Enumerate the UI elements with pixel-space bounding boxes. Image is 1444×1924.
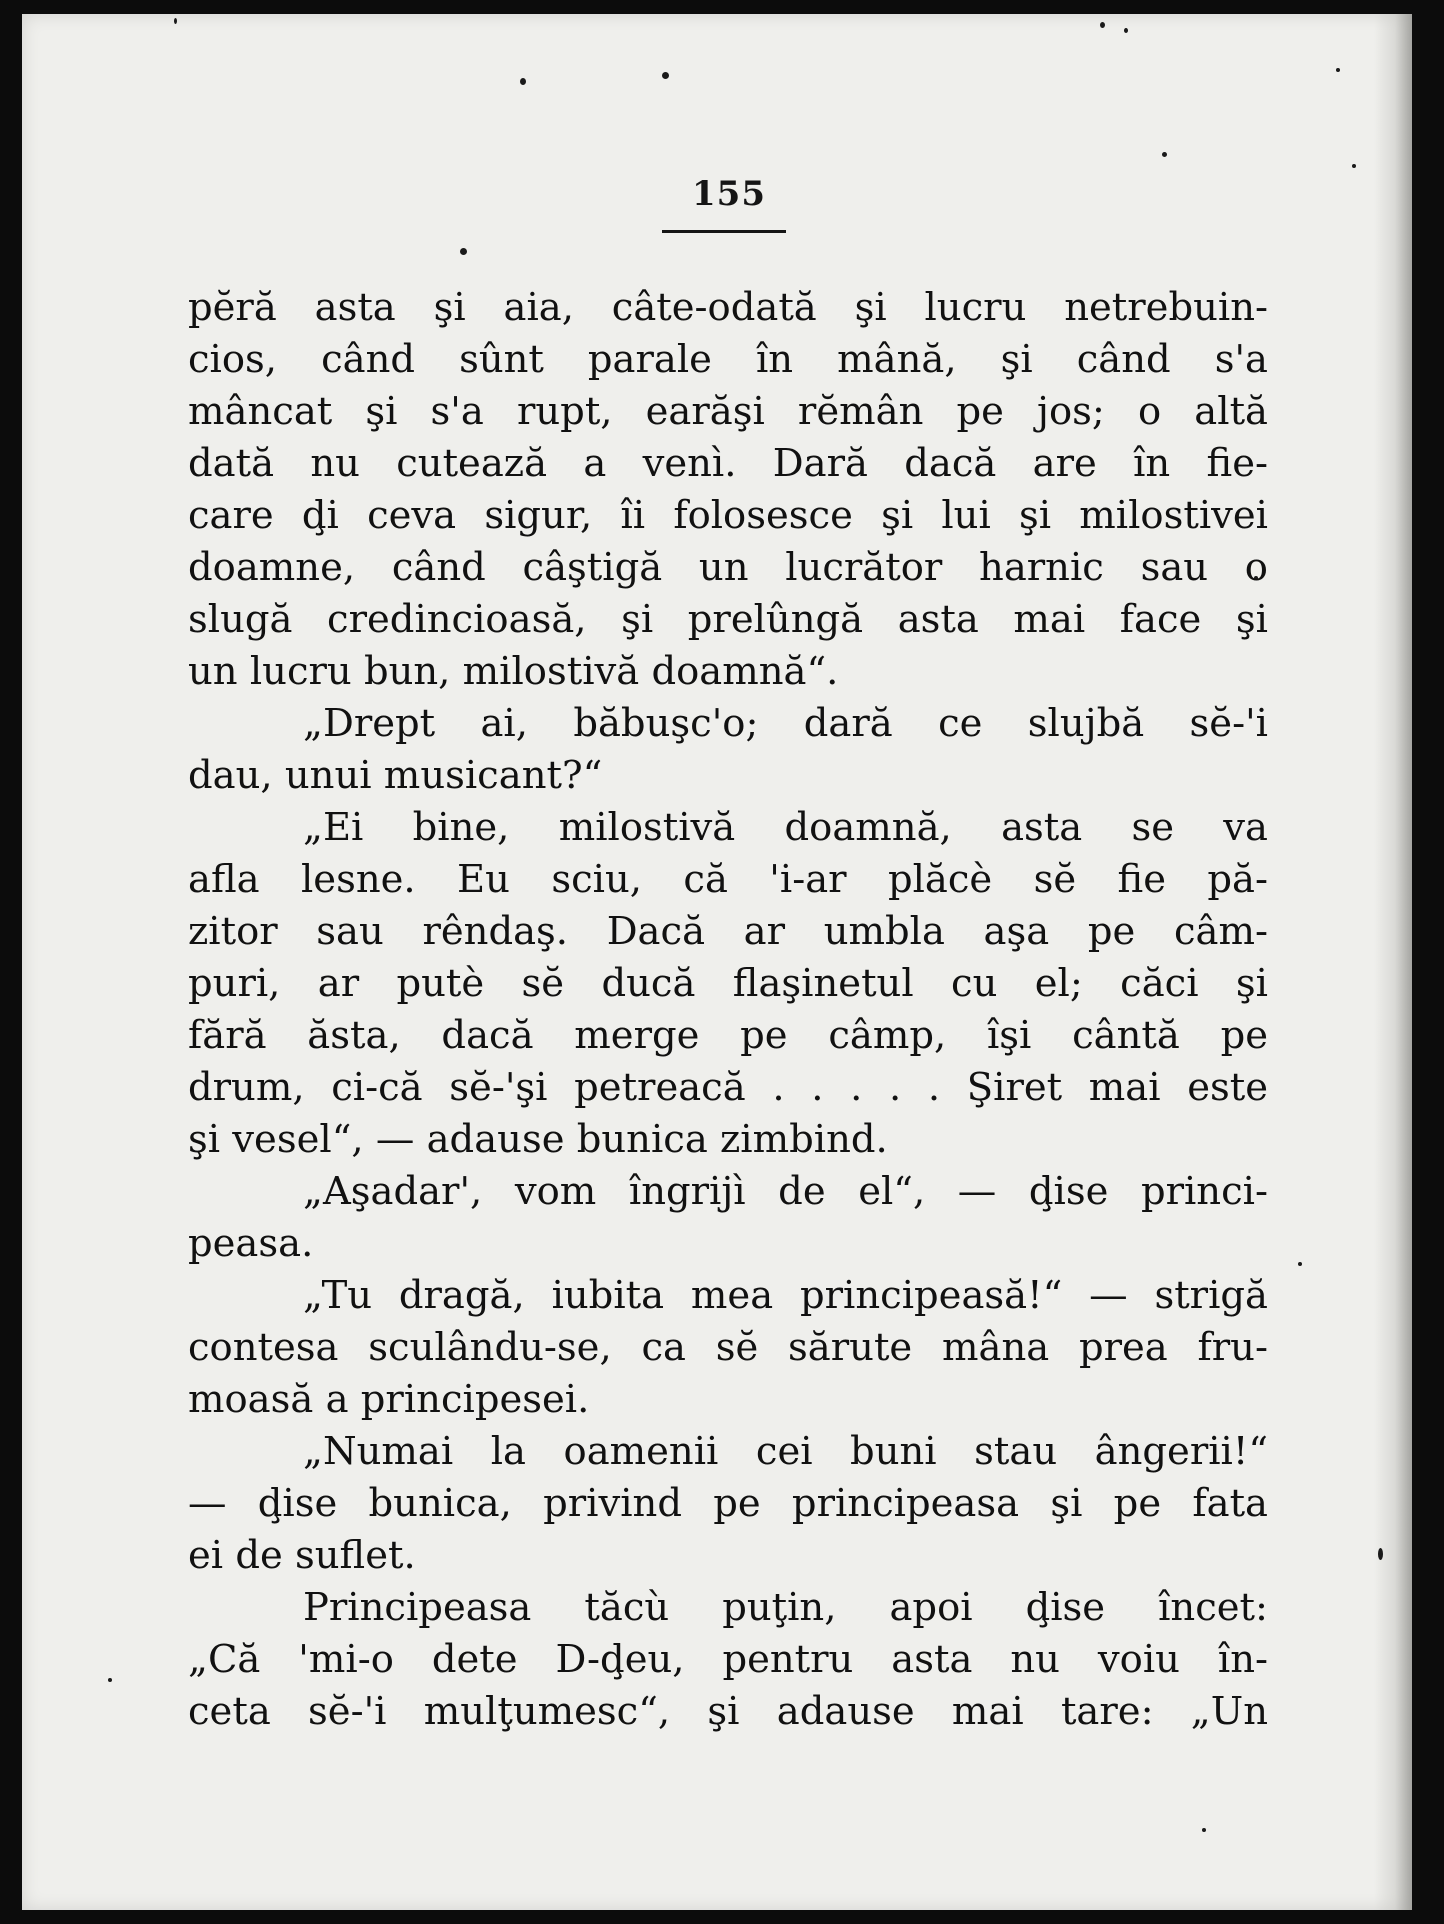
body-text [188, 282, 1268, 1738]
scan-speck [1202, 1828, 1206, 1832]
text-line: puri, ar putè sĕ ducă flaşinetul cu el; căci şi [188, 961, 1268, 1006]
text-line: dau, unui musicant?“ [188, 753, 603, 798]
scan-speck [1124, 28, 1128, 33]
page-number: 155 [692, 174, 766, 214]
scan-speck [520, 78, 526, 85]
text-line: care ḑi ceva sigur, îi folosesce şi lui şi milostivei [188, 493, 1268, 538]
text-line: zitor sau rêndaş. Dacă ar umbla aşa pe câm- [188, 909, 1268, 954]
book-page [22, 14, 1412, 1910]
page-edge-shadow [1374, 14, 1412, 1910]
scan-speck [1352, 164, 1356, 168]
text-line: afla lesne. Eu sciu, că 'i-ar plăcè sĕ fie pă- [188, 857, 1268, 902]
text-line: moasă a principesei. [188, 1377, 590, 1422]
text-line: „Aşadar', vom îngrijì de el“, — ḑise princi- [303, 1169, 1268, 1214]
text-line: „Tu dragă, iubita mea principeasă!“ — strigă [303, 1273, 1268, 1318]
text-line: mâncat şi s'a rupt, earăşi rĕmân pe jos; o altă [188, 389, 1268, 434]
text-line: drum, ci-că sĕ-'şi petreacă . . . . . Şiret mai este [188, 1065, 1268, 1110]
scan-speck [1378, 1548, 1383, 1560]
text-line: contesa sculându-se, ca sĕ sărute mâna prea fru- [188, 1325, 1268, 1370]
scan-speck [1336, 68, 1340, 72]
text-line: un lucru bun, milostivă doamnă“. [188, 649, 839, 694]
text-line: ei de suflet. [188, 1533, 416, 1578]
scan-speck [460, 248, 467, 255]
text-line: peasa. [188, 1221, 314, 1266]
text-line: „Drept ai, băbuşc'o; dară ce slujbă sĕ-'i [303, 701, 1268, 746]
text-line: dată nu cutează a venì. Dară dacă are în fie- [188, 441, 1268, 486]
scan-speck [108, 1678, 112, 1682]
scan-speck [1298, 1262, 1302, 1266]
text-line: pĕră asta şi aia, câte-odată şi lucru netrebuin- [188, 285, 1268, 330]
text-line: „Ei bine, milostivă doamnă, asta se va [303, 805, 1268, 850]
text-line: şi vesel“, — adause bunica zimbind. [188, 1117, 888, 1162]
text-line: „Numai la oamenii cei buni stau ângerii!“ [303, 1429, 1268, 1474]
text-line: fără ăsta, dacă merge pe câmp, îşi cântă pe [188, 1013, 1268, 1058]
text-line: doamne, când câştigă un lucrător harnic sau o [188, 545, 1268, 590]
scan-speck [174, 18, 177, 24]
page-number-rule [662, 230, 786, 233]
text-line: „Că 'mi-o dete D-ḑeu, pentru asta nu voiu în- [188, 1637, 1268, 1682]
text-line: slugă credincioasă, şi prelûngă asta mai face şi [188, 597, 1268, 642]
text-line: Principeasa tăcù puţin, apoi ḑise încet: [303, 1585, 1268, 1630]
text-line: cios, când sûnt parale în mână, şi când s'a [188, 337, 1268, 382]
text-line: — ḑise bunica, privind pe principeasa şi pe fata [188, 1481, 1268, 1526]
scan-speck [662, 72, 669, 79]
text-line: ceta sĕ-'i mulţumesc“, şi adause mai tare: „Un [188, 1689, 1268, 1734]
scan-speck [1100, 22, 1105, 28]
scan-speck [1162, 152, 1167, 157]
